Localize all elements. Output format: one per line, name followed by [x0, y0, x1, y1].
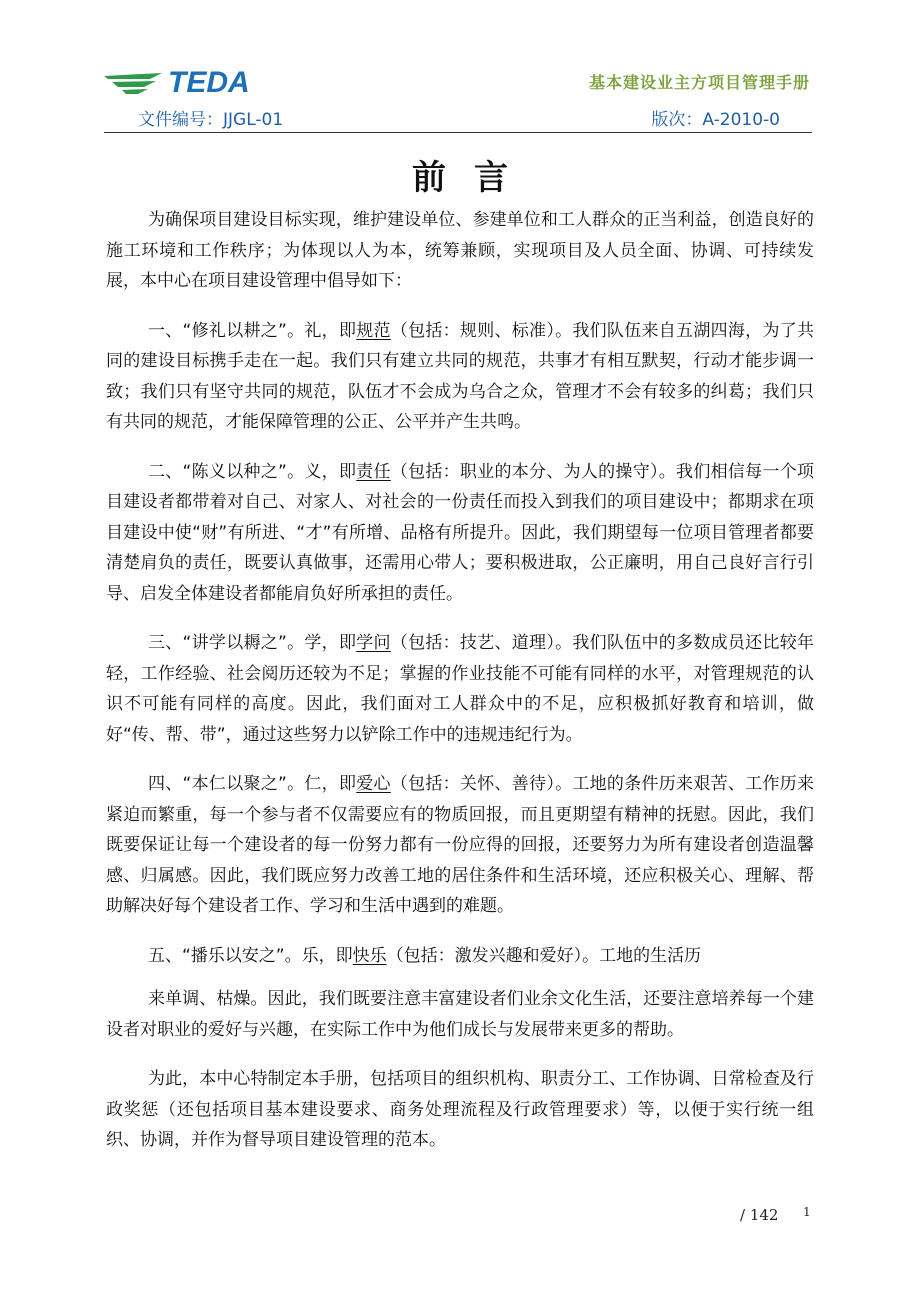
page-index: 1: [803, 1205, 811, 1219]
paragraph-yi: [106, 457, 814, 610]
page-title: 前言: [412, 158, 536, 198]
paragraph-rest: （包括：职业的本分、为人的操守）。我们相信每一个项目建设者都带着对自己、对家人、对社会的一份责任而投入到我们的项目建设中；都期求在项目建设中使“财”有所进、“才”有所增、品格有所提升。因此，我们期望每一位项目管理者都要清楚肩负的责任，既要认真做事，还需用心带人；要积极进取，公正廉明，用自己良好言行引导、启发全体建设者都能肩负好所承担的责任。: [106, 461, 815, 604]
paragraph-lead: 五、“播乐以安之”。乐，即: [148, 945, 353, 966]
paragraph-rest: （包括：激发兴趣和爱好）。工地的生活历: [386, 945, 702, 966]
body-text: [106, 205, 814, 1175]
paragraph-rest: （包括：技艺、道理）。我们队伍中的多数成员还比较年轻，工作经验、社会阅历还较为不足；掌握的作业技能不可能有同样的水平，对管理规范的认识不可能有同样的高度。因此，我们面对工人群众中的不足，应积极抓好教育和培训，做好“传、帮、带”，通过这些努力以铲除工作中的违规违纪行为。: [106, 633, 815, 745]
key-term: 爱心: [356, 774, 391, 794]
page-total: / 142: [740, 1206, 779, 1224]
teda-logo: [104, 66, 250, 100]
manual-title: 基本建设业主方项目管理手册: [588, 73, 810, 92]
paragraph-ren: [106, 769, 814, 922]
paragraph-lead: 四、“本仁以聚之”。仁，即: [148, 774, 357, 794]
document-version: 版次：A-2010-0: [651, 110, 780, 130]
paragraph-le-continued: 来单调、枯燥。因此，我们既要注意丰富建设者们业余文化生活，还要注意培养每一个建设者对职业的爱好与兴趣，在实际工作中为他们成长与发展带来更多的帮助。: [106, 989, 814, 1040]
intro-paragraph: 为确保项目建设目标实现，维护建设单位、参建单位和工人群众的正当利益，创造良好的施工环境和工作秩序；为体现以人为本，统筹兼顾，实现项目及人员全面、协调、可持续发展，本中心在项目建设管理中倡导如下：: [106, 210, 814, 291]
document-number: 文件编号：JJGL-01: [138, 110, 284, 130]
teda-wing-icon: [104, 70, 166, 96]
key-term: 责任: [356, 461, 391, 482]
paragraph-xue: [106, 628, 814, 750]
paragraph-le: [106, 941, 814, 972]
key-term: 规范: [356, 320, 391, 341]
paragraph-rest: （包括：规则、标准）。我们队伍来自五湖四海，为了共同的建设目标携手走在一起。我们只有建立共同的规范，共事才有相互默契，行动才能步调一致；我们只有坚守共同的规范，队伍才不会成为乌合之众，管理才不会有较多的纠葛；我们只有共同的规范，才能保障管理的公正、公平并产生共鸣。: [106, 320, 815, 432]
logo-wordmark: TEDA: [168, 66, 250, 99]
key-term: 学问: [356, 633, 391, 653]
paragraph-rest: （包括：关怀、善待）。工地的条件历来艰苦、工作历来紧迫而繁重，每一个参与者不仅需要应有的物质回报，而且更期望有精神的抚慰。因此，我们既要保证让每一个建设者的每一份努力都有一份应得的回报，还要努力为所有建设者创造温馨感、归属感。因此，我们既应努力改善工地的居住条件和生活环境，还应积极关心、理解、帮助解决好每个建设者工作、学习和生活中遇到的难题。: [106, 774, 815, 916]
page-header: [104, 62, 812, 134]
paragraph-li: [106, 316, 814, 438]
paragraph-lead: 三、“讲学以耨之”。学，即: [148, 633, 357, 653]
paragraph-lead: 二、“陈义以种之”。义，即: [148, 461, 357, 482]
header-divider: [104, 132, 812, 133]
paragraph-lead: 一、“修礼以耕之”。礼，即: [148, 320, 357, 341]
key-term: 快乐: [352, 945, 387, 966]
closing-paragraph: 为此，本中心特制定本手册，包括项目的组织机构、职责分工、工作协调、日常检查及行政奖惩（还包括项目基本建设要求、商务处理流程及行政管理要求）等，以便于实行统一组织、协调，并作为督导项目建设管理的范本。: [106, 1069, 814, 1150]
